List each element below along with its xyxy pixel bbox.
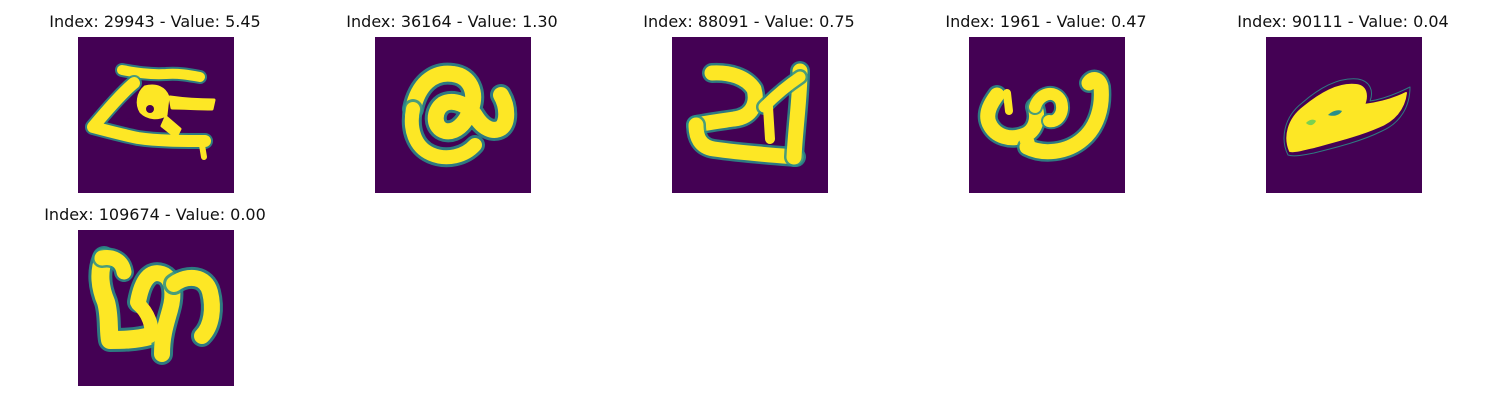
image-panel-2 — [297, 0, 597, 190]
image-thumbnail-3 — [672, 37, 828, 193]
image-thumbnail-4 — [969, 37, 1125, 193]
panel-title-6: Index: 109674 - Value: 0.00 — [44, 205, 266, 224]
image-thumbnail-1 — [78, 37, 234, 193]
image-panel-6 — [0, 193, 300, 383]
image-thumbnail-6 — [78, 230, 234, 386]
image-thumbnail-2 — [375, 37, 531, 193]
panel-title-2: Index: 36164 - Value: 1.30 — [346, 12, 558, 31]
glyph-5-strokes — [1284, 79, 1410, 156]
panel-title-4: Index: 1961 - Value: 0.47 — [945, 12, 1147, 31]
panel-title-5: Index: 90111 - Value: 0.04 — [1237, 12, 1449, 31]
glyph-4-strokes — [988, 80, 1102, 152]
glyph-2-strokes — [412, 74, 506, 158]
image-panel-3 — [594, 0, 894, 190]
glyph-image-5 — [1266, 37, 1422, 193]
glyph-image-3 — [672, 37, 828, 193]
image-panel-1 — [0, 0, 300, 190]
glyph-image-6 — [78, 230, 234, 386]
image-thumbnail-5 — [1266, 37, 1422, 193]
glyph-image-4 — [969, 37, 1125, 193]
glyph-image-1 — [78, 37, 234, 193]
glyph-3-strokes — [696, 71, 800, 157]
glyph-1-strokes — [93, 70, 214, 157]
glyph-image-2 — [375, 37, 531, 193]
image-panel-5 — [1188, 0, 1488, 190]
image-panel-4 — [891, 0, 1191, 190]
panel-title-1: Index: 29943 - Value: 5.45 — [49, 12, 261, 31]
glyph-6-strokes — [100, 258, 212, 354]
panel-title-3: Index: 88091 - Value: 0.75 — [643, 12, 855, 31]
